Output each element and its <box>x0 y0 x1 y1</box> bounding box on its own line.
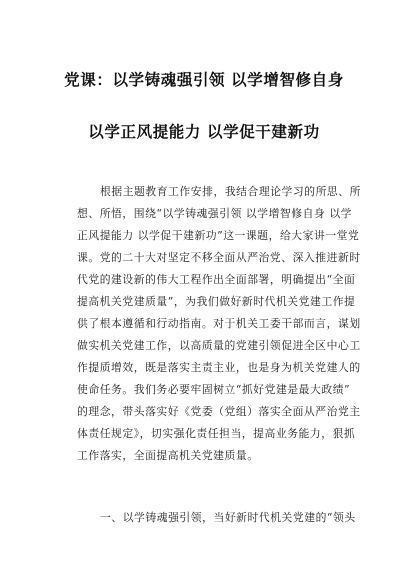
paragraph-1-line: 使命任务。我们务必要牢固树立“抓好党建是最大政绩” <box>77 383 351 396</box>
paragraph-1-line: 作提质增效，既是落实主责主业，也是身为机关党建人的 <box>77 361 361 374</box>
paragraph-1-line: 想、所悟，围绕“以学铸魂强引领 以学增智修自身 以学 <box>77 207 353 220</box>
paragraph-1-line: 正风提能力 以学促干建新功”这一课题，给大家讲一堂党 <box>77 229 360 242</box>
paragraph-1-line: 根据主题教育工作安排，我结合理论学习的所思、所 <box>100 185 361 198</box>
section-heading-line: 一、以学铸魂强引领，当好新时代机关党建的“领头 <box>100 511 356 524</box>
paragraph-1-line: 供了根本遵循和行动指南。对于机关工委干部而言，谋划 <box>77 317 361 330</box>
paragraph-1-line: 课。党的二十大对坚定不移全面从严治党、深入推进新时 <box>77 251 361 264</box>
paragraph-spacer <box>77 467 349 507</box>
paragraph-1-line: 做实机关党建工作，以高质量的党建引领促进全区中心工 <box>77 339 361 352</box>
document-title-line-1: 党课：以学铸魂强引领 以学增智修自身 <box>64 71 344 89</box>
paragraph-1-line: 体责任规定》，切实强化责任担当，提高业务能力，狠抓 <box>77 427 356 440</box>
paragraph-1-line: 工作落实，全面提高机关党建质量。 <box>77 449 259 462</box>
paragraph-1-line: 提高机关党建质量”，为我们做好新时代机关党建工作提 <box>77 295 356 308</box>
document-title-line-2: 以学正风提能力 以学促干建新功 <box>88 123 320 141</box>
document-body <box>77 181 361 529</box>
paragraph-1-line: 代党的建设新的伟大工程作出全面部署，明确提出“全面 <box>77 273 356 286</box>
paragraph-1-line: 的理念，带头落实好《党委（党组）落实全面从严治党主 <box>77 405 361 418</box>
